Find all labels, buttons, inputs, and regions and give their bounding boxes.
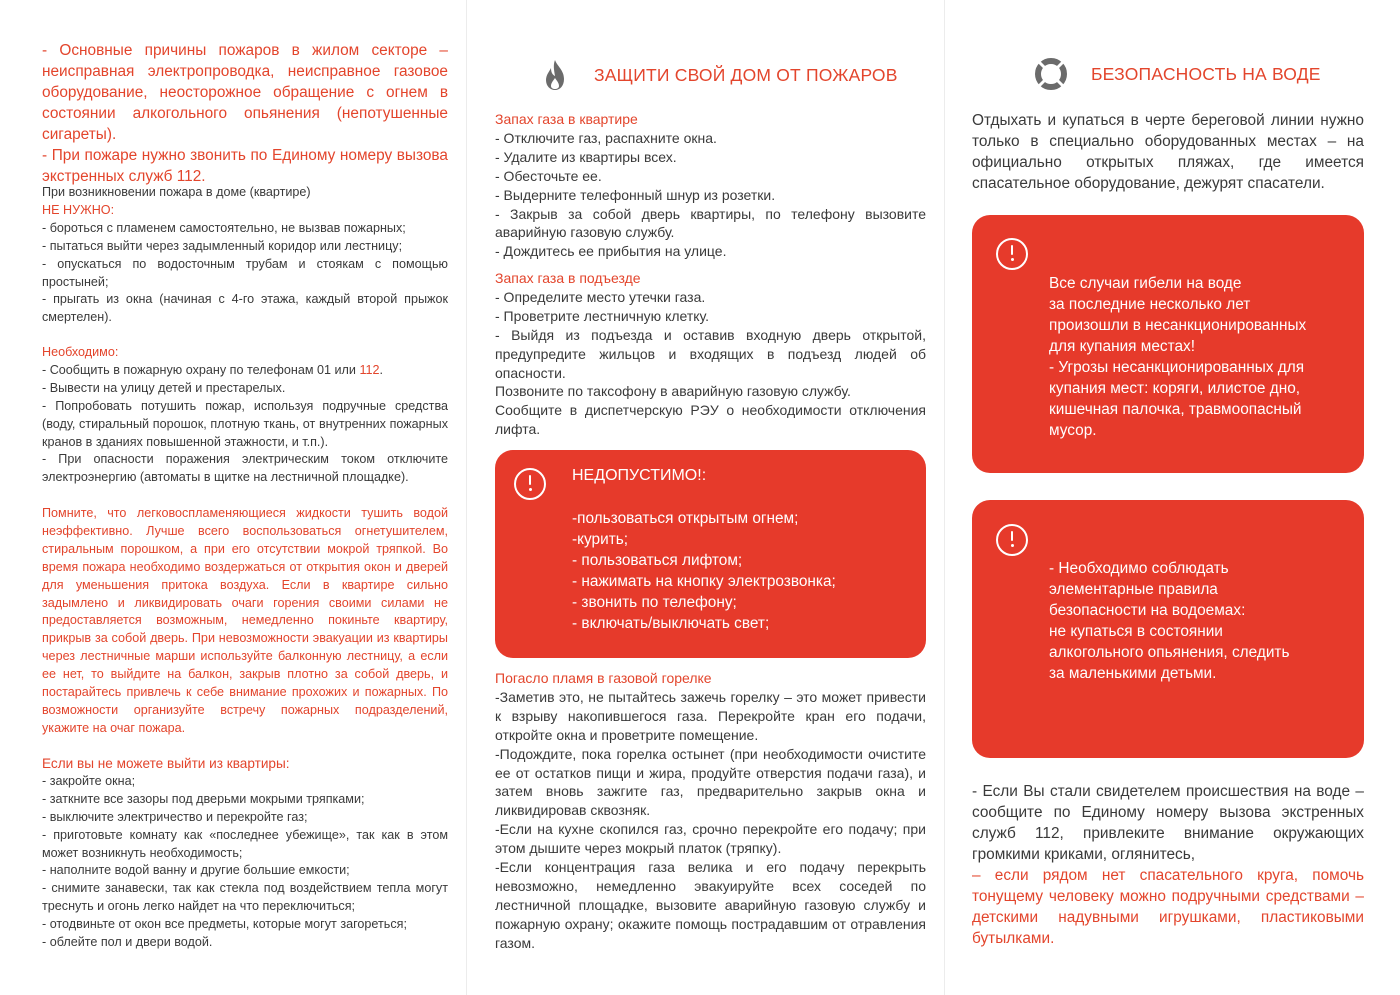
list-item: - снимите занавески, так как стекла под воздействием тепла могут треснуть и огонь легко найдет на что переключиться; <box>42 881 448 914</box>
card-line: за последние несколько лет <box>1049 296 1251 313</box>
witness-red-paragraph: – если рядом нет спасательного круга, помочь тонущему человеку можно подручными средствами – детскими надувными игрушками, пластиковыми бутылками. <box>972 867 1364 947</box>
card-line: кишечная палочка, травмоопасный <box>1049 401 1302 418</box>
card-line: не купаться в состоянии <box>1049 623 1223 640</box>
gas-apartment-label: Запах газа в квартире <box>495 111 638 127</box>
witness-paragraph: - Если Вы стали свидетелем происшествия на воде – сообщите по Единому номеру вызова экстренных служб 112, привлеките внимание окружающих громкими криками, оглянитесь, <box>972 783 1364 863</box>
list-item: - Закрыв за собой дверь квартиры, по телефону вызовите аварийную газовую службу. <box>495 205 926 241</box>
warning-icon <box>514 468 546 500</box>
witness-section <box>972 781 1364 949</box>
fire-causes-paragraph: - Основные причины пожаров в жилом секторе – неисправная электропроводка, неисправное газовое оборудование, неосторожное обращение с огнем в состоянии алкогольного опьянения (непотушенные сигареты). <box>42 42 448 143</box>
cant-exit-section <box>42 755 448 952</box>
card-line: - Угрозы несанкционированных для <box>1049 359 1305 376</box>
call-fire-service-text: - Сообщить в пожарную охрану по телефонам 01 или <box>42 362 360 377</box>
list-item: - прыгать из окна (начиная с 4-го этажа, каждый второй прыжок смертелен). <box>42 292 448 325</box>
list-item: - пытаться выйти через задымленный коридор или лестницу; <box>42 238 403 253</box>
list-item: - приготовьте комнату как «последнее убежище», так как в этом может возникнуть необходимость; <box>42 827 448 860</box>
card-line: купания мест: коряги, илистое дно, <box>1049 380 1301 397</box>
section-title: БЕЗОПАСНОСТЬ НА ВОДЕ <box>1091 63 1321 84</box>
flame-icon <box>540 58 570 92</box>
water-safety-header <box>1035 58 1321 90</box>
list-item: - нажимать на кнопку электрозвонка; <box>572 573 836 590</box>
list-item: -Заметив это, не пытайтесь зажечь горелку – это может привести к взрыву накопившегося газа. Перекройте кран его подачи, откройте окна и проветрите помещение. <box>495 688 926 743</box>
list-item: - Обесточьте ее. <box>495 167 602 184</box>
flame-out-section <box>495 669 926 953</box>
not-needed-label: НЕ НУЖНО: <box>42 202 115 217</box>
section-title: ЗАЩИТИ СВОЙ ДОМ ОТ ПОЖАРОВ <box>594 64 898 85</box>
list-item: -Если на кухне скопился газ, срочно перекройте его подачу; при этом дышите через мокрый платок (тряпку). <box>495 821 926 857</box>
list-item: Сообщите в диспетчерскую РЭУ о необходимости отключения лифта. <box>495 402 926 438</box>
list-item: - Попробовать потушить пожар, используя подручные средства (воду, стиральный порошок, плотную ткань, от внутренних пожарных кранов в зданиях повышенной этажности, и т.п.). <box>42 398 448 449</box>
list-item: - звонить по телефону; <box>572 594 737 611</box>
fold-line-left <box>466 0 467 995</box>
necessary-section <box>42 344 448 487</box>
emergency-number-paragraph: - При пожаре нужно звонить по Единому номеру вызова экстренных служб 112. <box>42 147 448 185</box>
gas-entrance-section <box>495 269 926 439</box>
list-item: - включать/выключать свет; <box>572 615 770 632</box>
water-intro: Отдыхать и купаться в черте береговой линии нужно только в специально оборудованных местах – на официально открытых пляжах, где имеется спасательное оборудование, дежурят спасатели. <box>972 112 1364 192</box>
card-line: безопасности на водоемах: <box>1049 602 1246 619</box>
list-item: - облейте пол и двери водой. <box>42 935 213 950</box>
flame-out-label: Погасло пламя в газовой горелке <box>495 670 712 686</box>
remember-paragraph: Помните, что легковоспламеняющиеся жидкости тушить водой неэффективно. Лучше всего воспользоваться огнетушителем, стиральным порошком, а при его отсутствии мокрой тряпкой. Во время пожара необходимо воздержаться от открытия окон и дверей для уменьшения притока воздуха. Если в квартире сильно задымлено и ликвидировать очаги горения своими силами не предоставляется возможным, немедленно покиньте квартиру, прикрыв за собой дверь. При невозможности эвакуации из квартиры через лестничные марши используйте балконную лестницу, а если ее нет, то выйдите на балкон, закрыв плотно за собой дверь, и постарайтесь привлечь к себе внимание прохожих и пожарных. По возможности организуйте встречу пожарных подразделений, укажите на очаг пожара. <box>42 506 448 735</box>
list-item: - Выйдя из подъезда и оставив входную дверь открытой, предупредите жильцов и входящих в подъезд людей об опасности. <box>495 326 926 381</box>
emergency-number: 112 <box>359 362 380 377</box>
card-line: для купания местах! <box>1049 338 1196 355</box>
list-item: - отодвиньте от окон все предметы, которые могут загореться; <box>42 917 407 932</box>
gas-apartment-section <box>495 110 926 261</box>
list-item: - Удалите из квартиры всех. <box>495 148 677 165</box>
warning-icon <box>996 238 1028 270</box>
gas-entrance-label: Запах газа в подъезде <box>495 270 641 286</box>
water-rules-text <box>1049 558 1290 684</box>
list-item: - бороться с пламенем самостоятельно, не вызвав пожарных; <box>42 220 406 235</box>
fire-protection-header <box>540 58 898 92</box>
list-item: - Дождитесь ее прибытия на улице. <box>495 243 727 260</box>
list-item: - закройте окна; <box>42 773 136 788</box>
list-item: -Подождите, пока горелка остынет (при необходимости очистите ее от остатков пищи и жира, продуйте отверстия подачи газа), и затем вновь зажгите газ, предварительно закрыв окна и ликвидировав сквозняк. <box>495 745 926 819</box>
card-line: элементарные правила <box>1049 581 1218 598</box>
list-item: - Проветрите лестничную клетку. <box>495 307 710 324</box>
list-item: - Вывести на улицу детей и престарелых. <box>42 380 286 395</box>
card-line: - Необходимо соблюдать <box>1049 560 1229 577</box>
card-line: Все случаи гибели на воде <box>1049 275 1242 292</box>
list-item: - наполните водой ванну и другие большие емкости; <box>42 863 350 878</box>
list-item <box>42 362 448 380</box>
prohibited-list <box>572 508 836 634</box>
list-item: - заткните все зазоры под дверьми мокрыми тряпками; <box>42 791 365 806</box>
lifebuoy-icon <box>1035 58 1067 90</box>
cant-exit-label: Если вы не можете выйти из квартиры: <box>42 756 290 771</box>
fire-causes-intro <box>42 40 448 187</box>
list-item: - опускаться по водосточным трубам и стоякам с помощью простыней; <box>42 256 448 289</box>
list-item: - Выдерните телефонный шнур из розетки. <box>495 186 776 203</box>
list-item: - При опасности поражения электрическим током отключите электроэнергию (автоматы в щитке на лестничной площадке). <box>42 452 448 485</box>
list-item: - Отключите газ, распахните окна. <box>495 129 717 146</box>
water-deaths-card <box>972 215 1364 473</box>
list-item: Позвоните по таксофону в аварийную газовую службу. <box>495 383 851 400</box>
sentence-end: . <box>379 362 384 377</box>
prohibited-title: НЕДОПУСТИМО!: <box>572 467 707 484</box>
list-item: - Определите место утечки газа. <box>495 288 706 305</box>
water-deaths-text <box>1049 273 1306 441</box>
card-line: за маленькими детьми. <box>1049 665 1217 682</box>
list-item: - выключите электричество и перекройте газ; <box>42 809 308 824</box>
list-item: -пользоваться открытым огнем; <box>572 510 799 527</box>
fold-line-right <box>944 0 945 995</box>
card-line: мусор. <box>1049 422 1097 439</box>
prohibited-card <box>495 450 926 658</box>
list-item: -Если концентрация газа велика и его подачу перекрыть невозможно, немедленно эвакуируйте всех соседей по лестничной площадке, вызовите аварийную газовую службу и пожарную охрану; окажите помощь пострадавшим от отравления газом. <box>495 859 926 951</box>
fire-at-home-heading: При возникновении пожара в доме (квартире) <box>42 185 311 199</box>
water-rules-card <box>972 500 1364 758</box>
not-needed-section <box>42 184 448 327</box>
necessary-label: Необходимо: <box>42 345 119 359</box>
warning-icon <box>996 524 1028 556</box>
list-item: - пользоваться лифтом; <box>572 552 743 569</box>
card-line: алкогольного опьянения, следить <box>1049 644 1290 661</box>
list-item: -курить; <box>572 531 629 548</box>
card-line: произошли в несанкционированных <box>1049 317 1307 334</box>
